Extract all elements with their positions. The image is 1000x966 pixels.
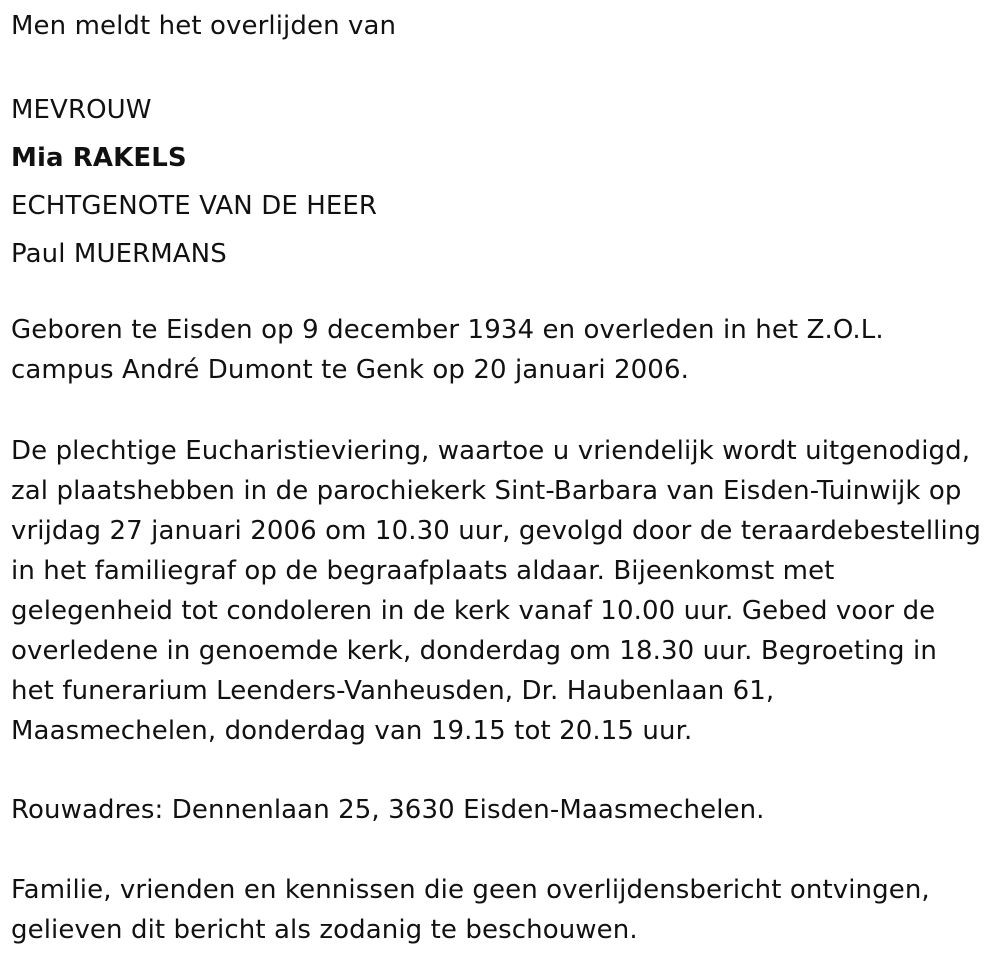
ceremony-paragraph (11, 431, 981, 751)
paragraph-line: campus André Dumont te Genk op 20 januari 2006. (11, 355, 689, 385)
paragraph-line: gelieven dit bericht als zodanig te beschouwen. (11, 915, 638, 945)
name-block (11, 86, 377, 278)
paragraph-line: het funerarium Leenders-Vanheusden, Dr. Haubenlaan 61, (11, 676, 775, 706)
paragraph-line: in het familiegraf op de begraafplaats aldaar. Bijeenkomst met (11, 556, 835, 586)
birth-death-paragraph (11, 310, 884, 390)
deceased-name: Mia RAKELS (11, 143, 187, 173)
paragraph-line: Maasmechelen, donderdag van 19.15 tot 20.15 uur. (11, 716, 693, 746)
paragraph-line: De plechtige Eucharistieviering, waartoe u vriendelijk wordt uitgenodigd, (11, 436, 971, 466)
mourning-address (11, 790, 765, 830)
paragraph-line: zal plaatshebben in de parochiekerk Sint-Barbara van Eisden-Tuinwijk op (11, 476, 962, 506)
paragraph-line: overledene in genoemde kerk, donderdag om 18.30 uur. Begroeting in (11, 636, 937, 666)
paragraph-line: Familie, vrienden en kennissen die geen overlijdensbericht ontvingen, (11, 875, 930, 905)
honorific-title: MEVROUW (11, 95, 152, 125)
paragraph-line: vrijdag 27 januari 2006 om 10.30 uur, gevolgd door de teraardebestelling (11, 516, 981, 546)
spouse-name: Paul MUERMANS (11, 239, 227, 269)
family-paragraph (11, 870, 930, 950)
address-line: Rouwadres: Dennenlaan 25, 3630 Eisden-Maasmechelen. (11, 795, 765, 825)
intro-text: Men meldt het overlijden van (11, 11, 397, 41)
paragraph-line: gelegenheid tot condoleren in de kerk vanaf 10.00 uur. Gebed voor de (11, 596, 936, 626)
spouse-relation: ECHTGENOTE VAN DE HEER (11, 191, 378, 221)
paragraph-line: Geboren te Eisden op 9 december 1934 en overleden in het Z.O.L. (11, 315, 884, 345)
